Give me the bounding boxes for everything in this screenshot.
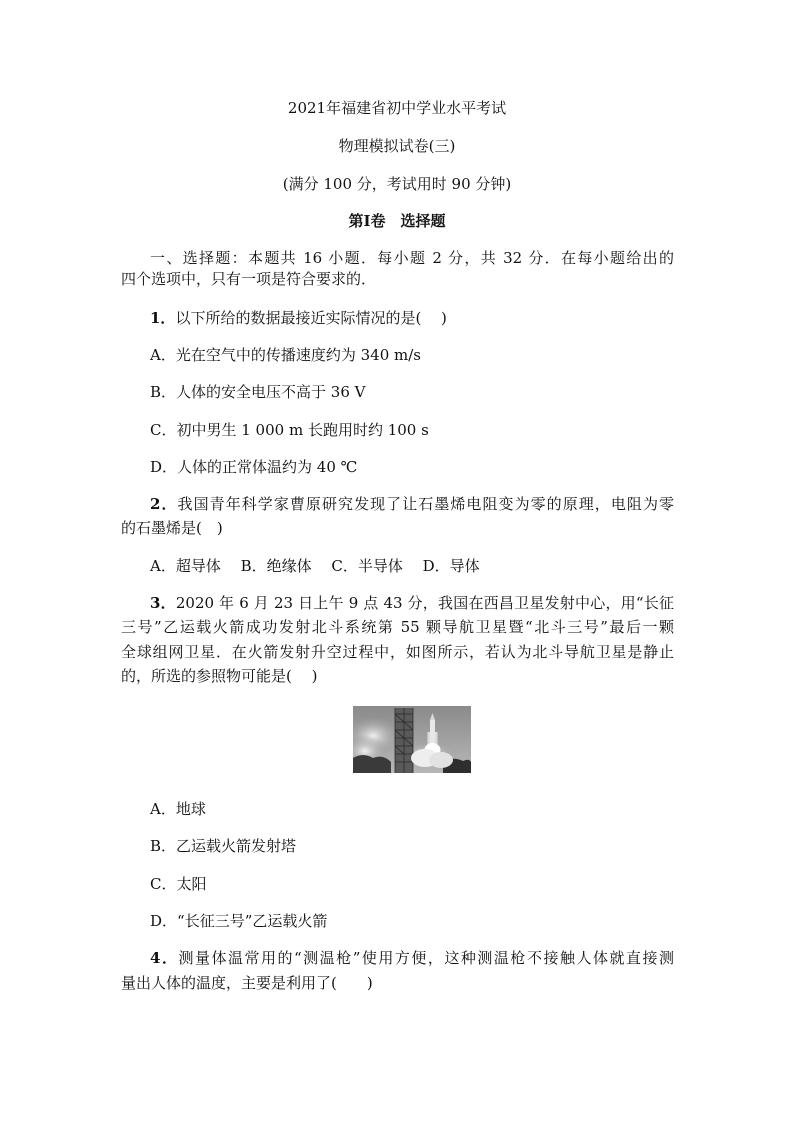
question-3-option-d: D．“长征三号”乙运载火箭 (150, 912, 328, 930)
question-2-stem-line-1 (150, 494, 674, 514)
question-3-number: 3． (150, 594, 176, 612)
exam-note: (满分 100 分，考试用时 90 分钟) (282, 175, 512, 193)
question-3-option-a: A．地球 (150, 800, 206, 818)
question-3-stem-line-4: 的，所选的参照物可能是( ) (121, 667, 318, 685)
question-4-number: 4． (150, 949, 179, 967)
question-1-number: 1． (150, 309, 176, 327)
question-4-stem-1: 测量体温常用的“测温枪”使用方便，这种测温枪不接触人体就直接测 (178, 949, 674, 967)
exam-subtitle: 物理模拟试卷(三) (338, 137, 456, 155)
question-2-number: 2． (150, 495, 178, 513)
question-3-stem-line-2: 三号”乙运载火箭成功发射北斗系统第 55 颗导航卫星暨“北斗三号”最后一颗 (121, 618, 674, 636)
section-heading: 第Ⅰ卷 选择题 (348, 212, 446, 230)
question-3-stem-line-1 (150, 593, 674, 613)
question-1-option-d: D．人体的正常体温约为 40 ℃ (150, 458, 358, 476)
question-1-option-a: A．光在空气中的传播速度约为 340 m/s (150, 346, 421, 364)
exam-title: 2021年福建省初中学业水平考试 (287, 99, 507, 117)
question-1-option-b: B．人体的安全电压不高于 36 V (150, 383, 366, 401)
instructions-line-2: 四个选项中，只有一项是符合要求的． (121, 270, 377, 288)
instructions-line-1: 一、选择题：本题共 16 小题．每小题 2 分，共 32 分．在每小题给出的 (150, 249, 674, 267)
question-3-stem-line-3: 全球组网卫星．在火箭发射升空过程中，如图所示，若认为北斗导航卫星是静止 (121, 643, 674, 661)
question-2-stem-line-2: 的石墨烯是( ) (121, 519, 223, 537)
question-4-stem-line-1 (150, 948, 674, 968)
question-1-stem: 以下所给的数据最接近实际情况的是( ) (175, 309, 447, 327)
question-4-stem-line-2: 量出人体的温度，主要是利用了( ) (121, 974, 373, 992)
question-2-options: A．超导体 B．绝缘体 C．半导体 D．导体 (150, 557, 480, 575)
rocket-launch-photo (353, 706, 471, 773)
question-3-option-c: C．太阳 (150, 875, 207, 893)
question-2-stem-1: 我国青年科学家曹原研究发现了让石墨烯电阻变为零的原理，电阻为零 (177, 495, 675, 513)
question-1-option-c: C．初中男生 1 000 m 长跑用时约 100 s (150, 421, 429, 439)
question-3-option-b: B．乙运载火箭发射塔 (150, 837, 297, 855)
question-1 (150, 308, 703, 328)
question-3-stem-1: 2020 年 6 月 23 日上午 9 点 43 分，我国在西昌卫星发射中心，用“长征 (175, 594, 674, 612)
